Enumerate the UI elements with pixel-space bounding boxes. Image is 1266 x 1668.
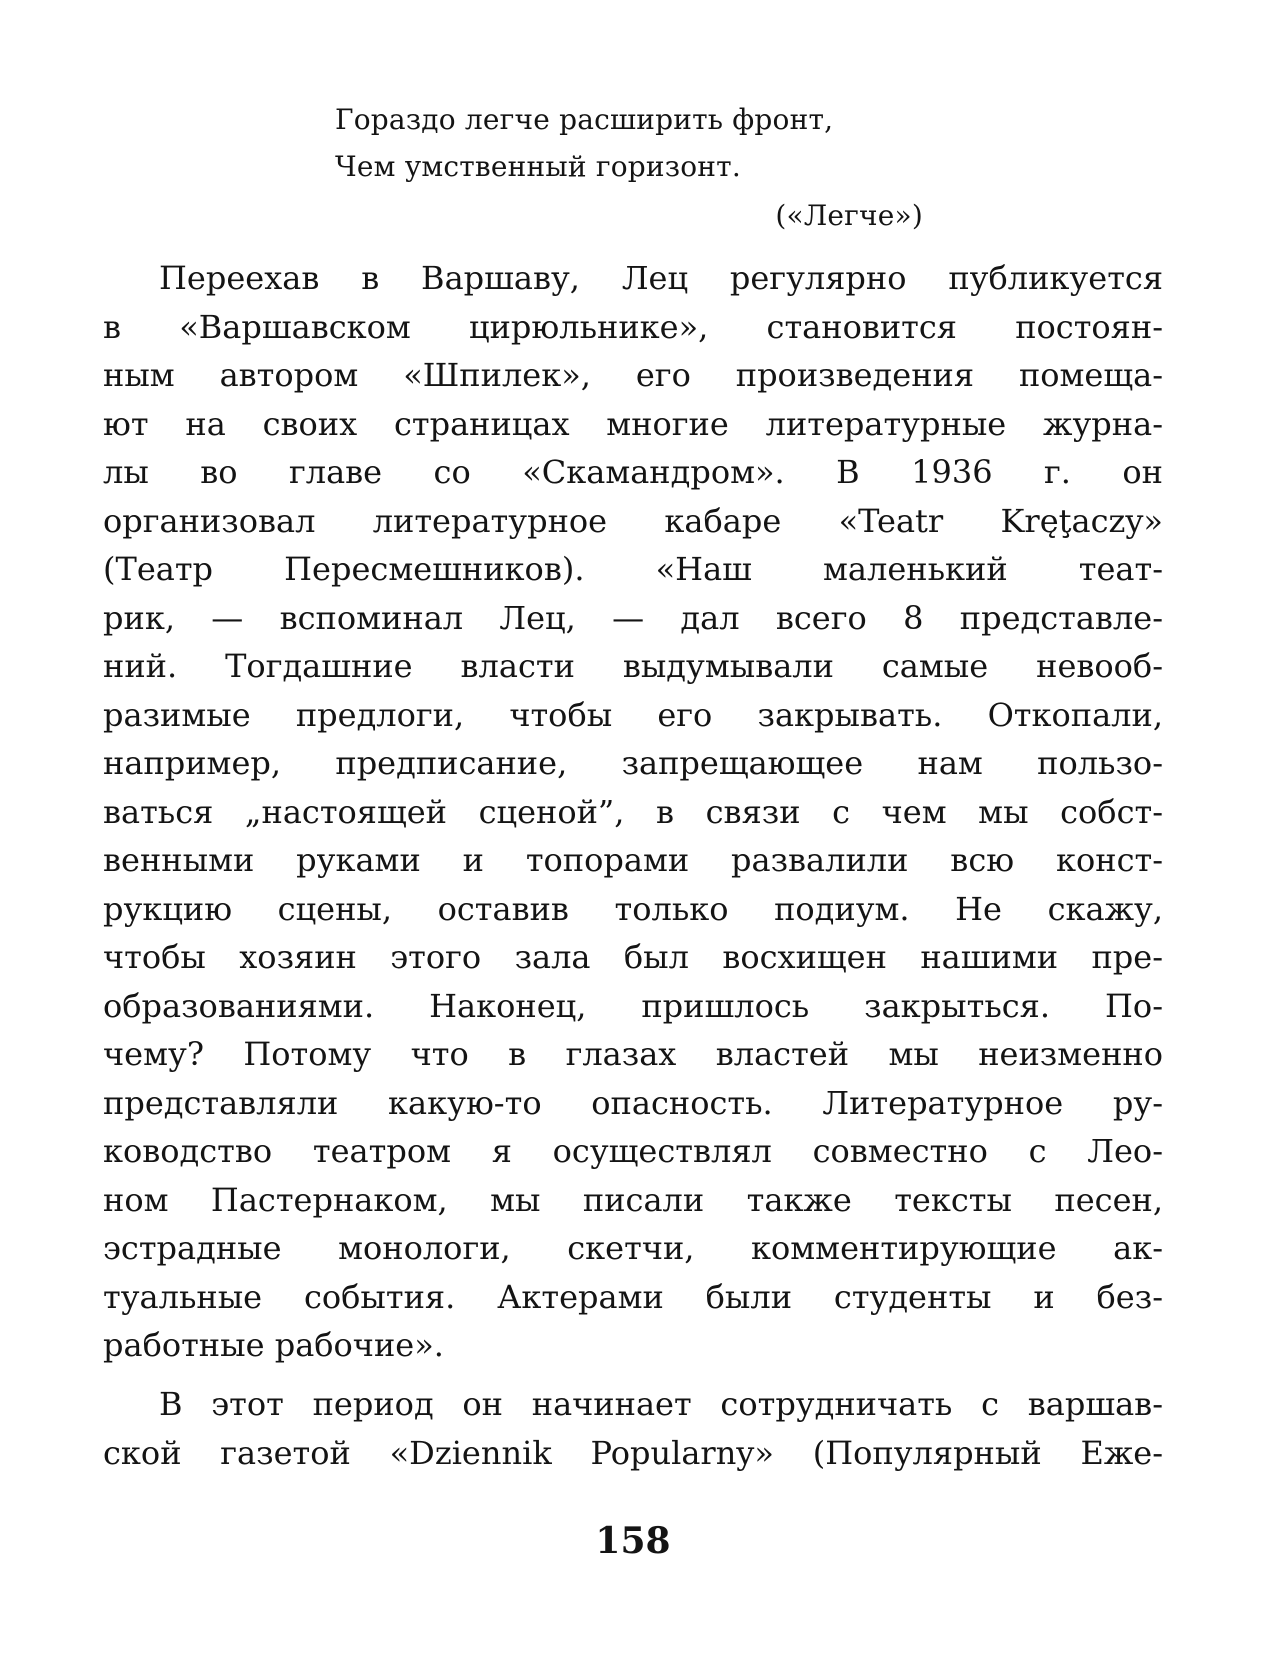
text-line: ководство театром я осуществлял совместно с Лео- [103,1132,1163,1170]
text-line: ным автором «Шпилек», его произведения помеща- [103,356,1163,394]
text-line: работные рабочие». [103,1326,444,1364]
page-number: 158 [595,1520,671,1562]
text-line: эстрадные монологи, скетчи, комментирующие ак- [103,1229,1163,1267]
text-line: В этот период он начинает сотрудничать с варшав- [159,1385,1163,1423]
text-line: образованиями. Наконец, пришлось закрыться. По- [103,986,1163,1025]
text-line: организовал литературное кабаре «Teatr Kręţaczy» [103,501,1163,540]
text-line: чему? Потому что в глазах властей мы неизменно [103,1035,1163,1073]
text-line: Переехав в Варшаву, Лец регулярно публикуется [159,259,1163,297]
paragraph-1 [103,254,1163,1370]
epigraph-line: Чем умственный горизонт. [335,150,741,183]
text-line: ют на своих страницах многие литературные журна- [103,404,1163,443]
epigraph [335,96,935,239]
text-line: представляли какую-то опасность. Литературное ру- [103,1083,1163,1122]
epigraph-line: Гораздо легче расширить фронт, [335,103,834,136]
paragraph-2 [103,1380,1163,1477]
text-line: например, предписание, запрещающее нам пользо- [103,744,1163,782]
epigraph-source: («Легче») [775,199,923,232]
text-line: в «Варшавском цирюльнике», становится постоян- [103,307,1163,346]
text-line: рик, — вспоминал Лец, — дал всего 8 представле- [103,598,1163,637]
text-line: разимые предлоги, чтобы его закрывать. Откопали, [103,695,1163,734]
text-line: венными руками и топорами развалили всю конст- [103,841,1163,879]
text-line: ном Пастернаком, мы писали также тексты песен, [103,1180,1163,1219]
text-line: ний. Тогдашние власти выдумывали самые невооб- [103,647,1163,685]
text-line: рукцию сцены, оставив только подиум. Не скажу, [103,889,1163,928]
text-line: ской газетой «Dziennik Popularny» (Популярный Еже- [103,1433,1163,1472]
text-line: туальные события. Актерами были студенты и без- [103,1277,1163,1316]
text-line: ваться „настоящей сценой”, в связи с чем мы собст- [103,792,1163,831]
text-line: (Театр Пересмешников). «Наш маленький теат- [103,550,1163,588]
text-line: чтобы хозяин этого зала был восхищен нашими пре- [103,938,1163,976]
text-line: лы во главе со «Скамандром». В 1936 г. он [103,453,1163,491]
